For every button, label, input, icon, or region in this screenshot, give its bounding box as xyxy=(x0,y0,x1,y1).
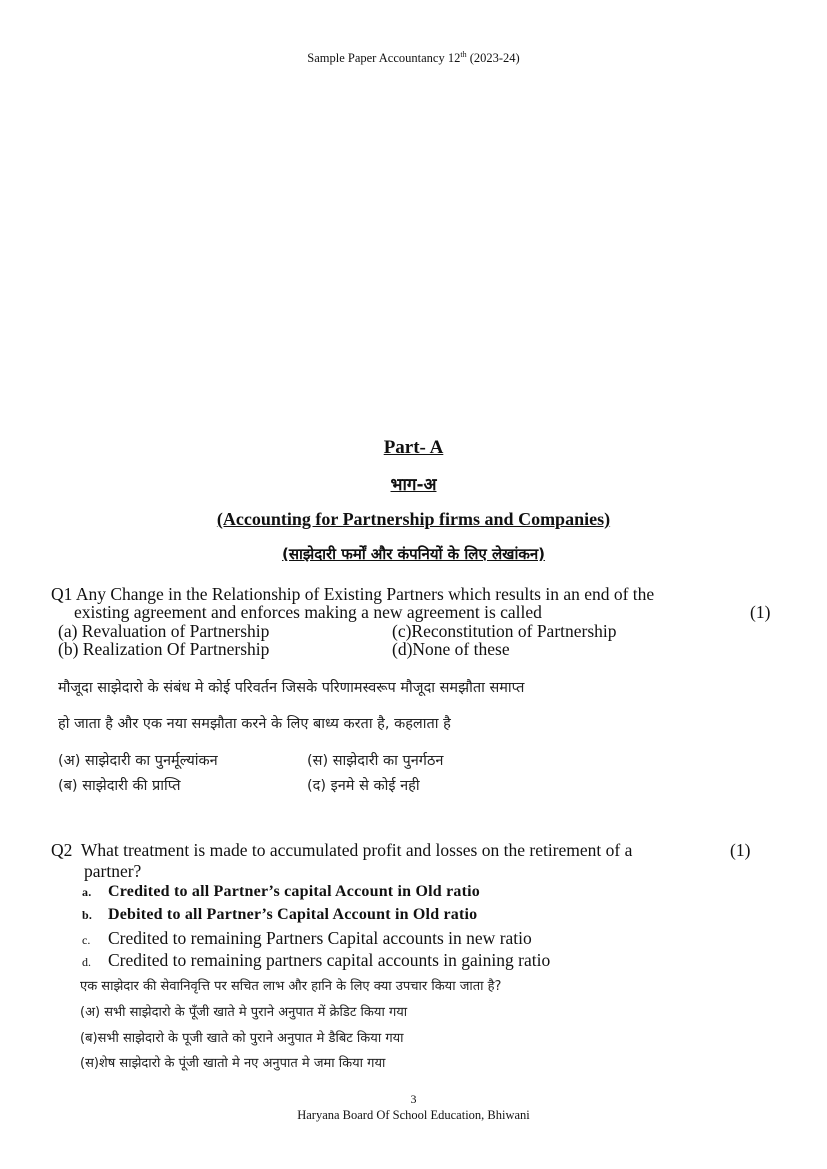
q1-number: Q1 xyxy=(51,584,73,604)
q2-option-d xyxy=(82,950,550,971)
q1-text-line1: Any Change in the Relationship of Existing Partners which results in an end of the xyxy=(75,584,655,604)
page-footer: Haryana Board Of School Education, Bhiwani xyxy=(297,1108,530,1122)
q1-hindi-option-d: (द) इनमे से कोई नही xyxy=(307,778,420,794)
part-heading-hindi: भाग-अ xyxy=(390,475,437,495)
q1-marks: (1) xyxy=(750,602,771,622)
q1-option-a: (a) Revaluation of Partnership xyxy=(58,621,270,641)
q2-option-a-text: Credited to all Partner’s capital Account in Old ratio xyxy=(108,883,480,900)
q1-hindi-option-c: (स) साझेदारी का पुनर्गठन xyxy=(307,753,444,769)
q1-hindi-line2: हो जाता है और एक नया समझौता करने के लिए बाध्य करता है, कहलाता है xyxy=(58,716,451,732)
q2-hindi-option-c: (स)शेष साझेदारो के पूंजी खातो मे नए अनुपात मे जमा किया गया xyxy=(80,1056,386,1071)
q2-text-line2: partner? xyxy=(84,861,142,881)
subject-heading-hindi: (साझेदारी फर्मों और कंपनियों के लिए लेखांकन) xyxy=(281,545,546,563)
q2-hindi-option-a: (अ) सभी साझेदारो के पूँजी खाते मे पुराने अनुपात में क्रेडिट किया गया xyxy=(80,1005,408,1020)
q1-option-c: (c)Reconstitution of Partnership xyxy=(392,621,617,641)
q2-option-d-text: Credited to remaining partners capital accounts in gaining ratio xyxy=(108,950,551,970)
q1-option-d: (d)None of these xyxy=(392,639,510,659)
header-title-sup: th xyxy=(460,50,467,59)
q1-hindi-line1: मौजूदा साझेदारो के संबंध मे कोई परिवर्तन जिसके परिणामस्वरूप मौजूदा समझौता समाप्त xyxy=(58,680,525,696)
q1-hindi-option-b: (ब) साझेदारी की प्राप्ति xyxy=(58,778,181,794)
page-number: 3 xyxy=(410,1092,417,1106)
page-header xyxy=(0,50,827,66)
q2-option-d-letter: d. xyxy=(82,955,91,969)
q1-text-line2: existing agreement and enforces making a new agreement is called xyxy=(74,602,542,622)
q1-option-b: (b) Realization Of Partnership xyxy=(58,639,270,659)
q2-hindi-question: एक साझेदार की सेवानिवृत्ति पर सचित लाभ और हानि के लिए क्या उपचार किया जाता है? xyxy=(80,979,502,994)
q2-number: Q2 xyxy=(51,840,73,860)
q2-marks: (1) xyxy=(730,840,751,860)
q2-option-a-letter: a. xyxy=(82,885,92,899)
q2-hindi-option-b: (ब)सभी साझेदारो के पूजी खाते को पुराने अनुपात मे डैबिट किया गया xyxy=(80,1031,404,1046)
subject-heading: (Accounting for Partnership firms and Companies) xyxy=(216,509,611,529)
q2-option-b xyxy=(82,906,477,924)
q2-option-b-letter: b. xyxy=(82,908,93,922)
q2-option-a xyxy=(82,883,480,901)
q2-option-b-text: Debited to all Partner’s Capital Account in Old ratio xyxy=(108,906,478,923)
q2-text-line1: What treatment is made to accumulated profit and losses on the retirement of a xyxy=(80,840,633,860)
q2-option-c-text: Credited to remaining Partners Capital accounts in new ratio xyxy=(108,928,532,948)
part-heading: Part- A xyxy=(383,437,444,458)
header-title-year: (2023-24) xyxy=(466,51,520,66)
q1-hindi-option-a: (अ) साझेदारी का पुनर्मूल्यांकन xyxy=(58,753,218,769)
q2-option-c-letter: c. xyxy=(82,933,91,947)
q2-option-c xyxy=(82,928,532,949)
q2-block xyxy=(51,840,632,861)
header-title: Sample Paper Accountancy 12 xyxy=(307,51,461,66)
